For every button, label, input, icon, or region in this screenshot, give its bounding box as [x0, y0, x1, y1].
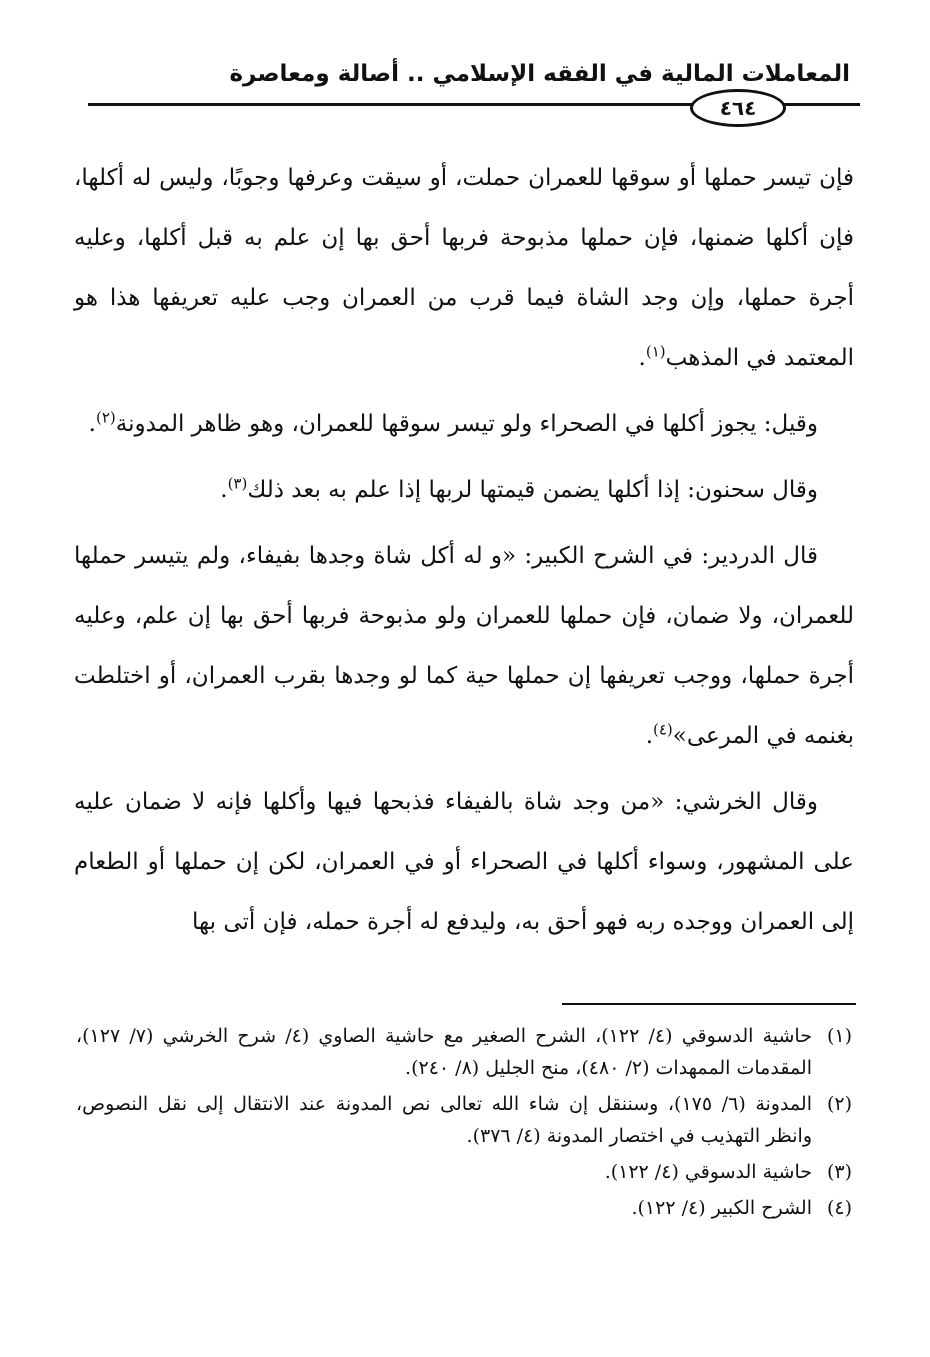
- paragraph-1: [74, 148, 854, 388]
- footnote-number: (٤): [826, 1197, 852, 1219]
- paragraph-4: [74, 526, 854, 766]
- page-number-badge: ٤٦٤: [690, 89, 786, 127]
- paragraph-end: .: [88, 411, 96, 437]
- footnote-number: (١): [826, 1025, 852, 1047]
- paragraph-text: وقال الخرشي: «من وجد شاة بالفيفاء فذبحها فيها وأكلها فإنه لا ضمان عليه على المشهور، وسواء أكلها في الصحراء أو في العمران، لكن إن حملها أو الطعام إلى العمران ووجده ربه فهو أحق به، وليدفع له أجرة حمله، فإن أتى بها: [74, 789, 854, 935]
- footnote-ref: (٣): [227, 474, 248, 493]
- footnote-ref: (٢): [95, 408, 116, 427]
- footnote-2: [76, 1088, 852, 1152]
- paragraph-text: وقيل: يجوز أكلها في الصحراء ولو تيسر سوقها للعمران، وهو ظاهر المدونة: [115, 411, 818, 437]
- paragraph-2: [74, 394, 854, 454]
- footnote-text: الشرح الكبير (٤/ ١٢٢).: [631, 1197, 812, 1219]
- paragraph-end: .: [638, 345, 646, 371]
- footnote-ref: (٤): [653, 720, 673, 739]
- paragraph-text: وقال سحنون: إذا أكلها يضمن قيمتها لربها إذا علم به بعد ذلك: [247, 477, 818, 503]
- footnote-separator: [562, 1003, 856, 1005]
- footnote-3: [76, 1156, 852, 1188]
- footnote-text: المدونة (٦/ ١٧٥)، وسننقل إن شاء الله تعالى نص المدونة عند الانتقال إلى نقل النصوص، وانظر التهذيب في اختصار المدونة (٤/ ٣٧٦).: [76, 1093, 812, 1147]
- paragraph-3: [74, 460, 854, 520]
- footnote-text: حاشية الدسوقي (٤/ ١٢٢)، الشرح الصغير مع حاشية الصاوي (٤/ شرح الخرشي (٧/ ١٢٧)، المقدمات الممهدات (٢/ ٤٨٠)، منح الجليل (٨/ ٢٤٠).: [76, 1025, 812, 1079]
- main-text: [74, 148, 854, 958]
- footnote-text: حاشية الدسوقي (٤/ ١٢٢).: [604, 1161, 812, 1183]
- paragraph-end: .: [220, 477, 228, 503]
- running-header-title: المعاملات المالية في الفقه الإسلامي .. أصالة ومعاصرة: [229, 61, 850, 87]
- paragraph-text: فإن تيسر حملها أو سوقها للعمران حملت، أو سيقت وعرفها وجوبًا، وليس له أكلها، فإن أكلها ضمنها، فإن حملها مذبوحة فربها أحق بها إن علم به قبل أكلها، وعليه أجرة حملها، وإن وجد الشاة فيما قرب من العمران وجب عليه تعريفها هذا هو المعتمد في المذهب: [74, 165, 854, 371]
- footnote-ref: (١): [645, 342, 666, 361]
- footnotes: [76, 1020, 852, 1228]
- footnote-4: [76, 1192, 852, 1224]
- footnote-number: (٢): [826, 1093, 852, 1115]
- footnote-number: (٣): [826, 1161, 852, 1183]
- paragraph-end: .: [645, 723, 653, 749]
- paragraph-5: [74, 772, 854, 952]
- footnote-1: [76, 1020, 852, 1084]
- paragraph-text: قال الدردير: في الشرح الكبير: «و له أكل شاة وجدها بفيفاء، ولم يتيسر حملها للعمران، ولا ضمان، فإن حملها للعمران ولو مذبوحة فربها أحق بها إن علم، وعليه أجرة حملها، ووجب تعريفها إن حملها حية كما لو وجدها بقرب العمران، أو اختلطت بغنمه في المرعى»: [74, 543, 854, 749]
